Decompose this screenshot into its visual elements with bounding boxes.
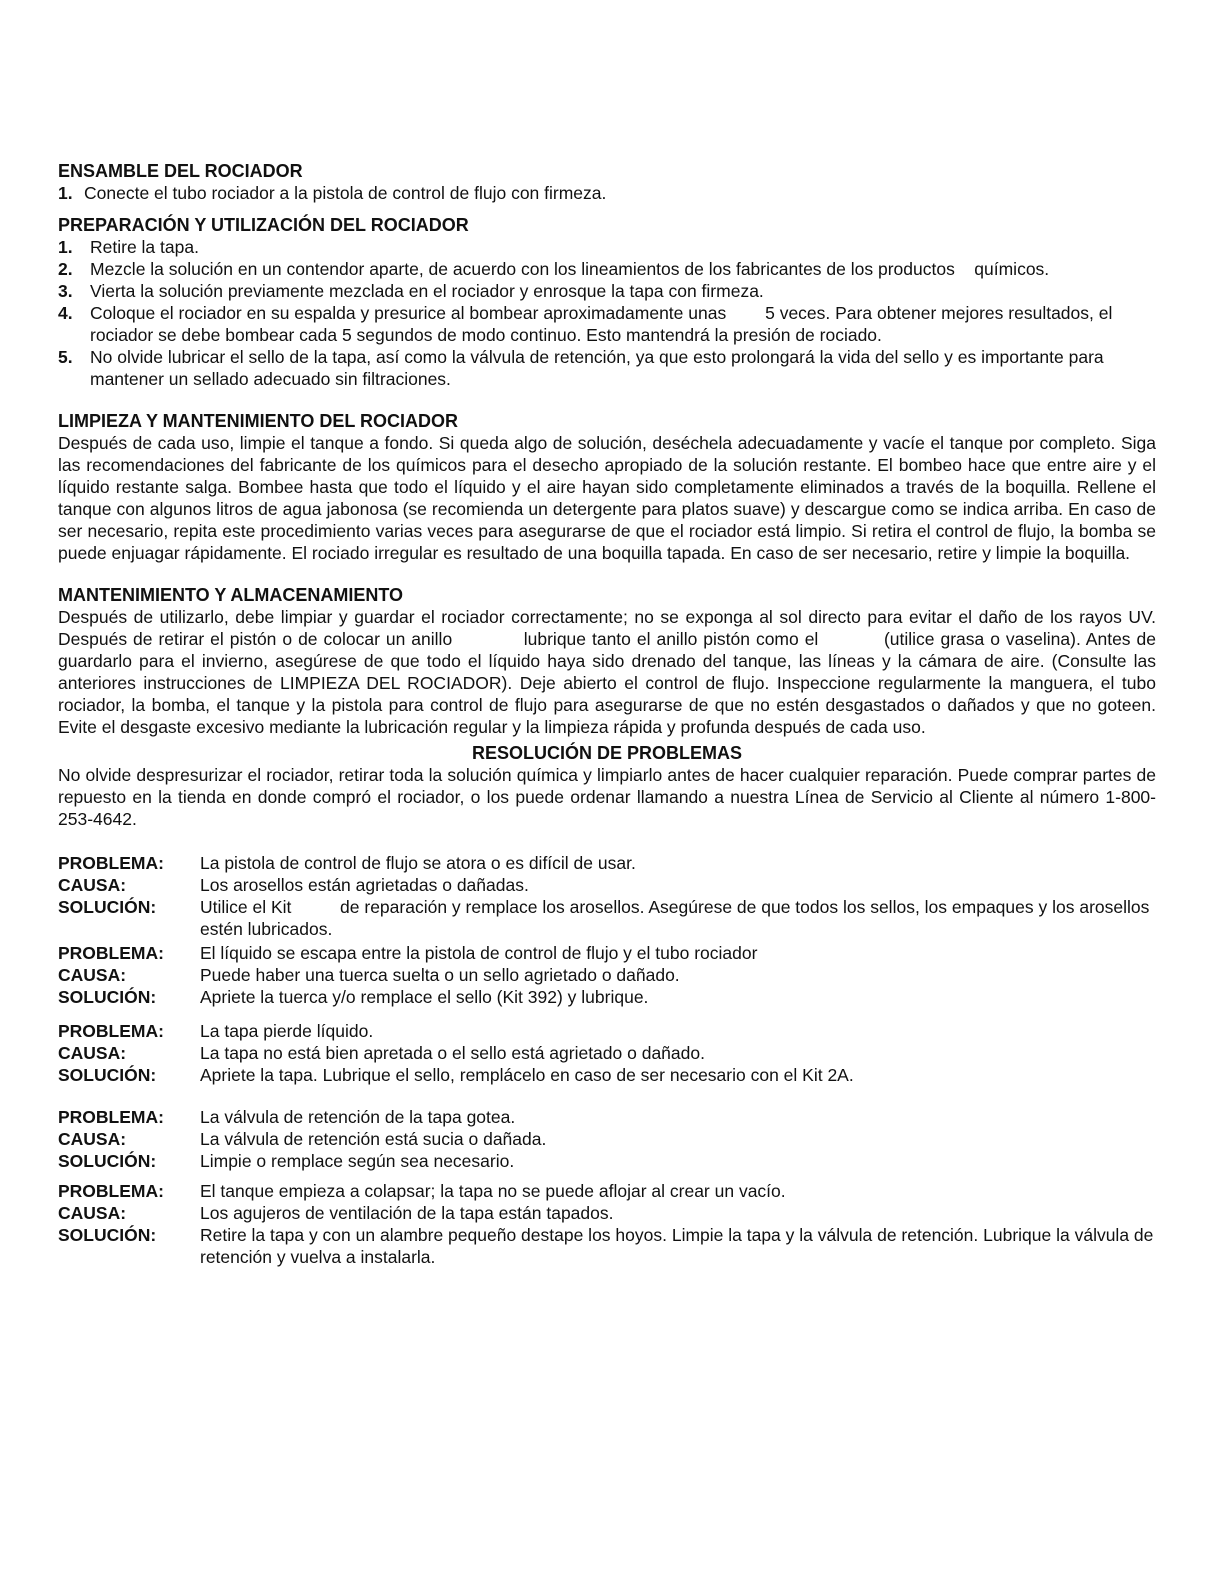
- list-item: [58, 346, 1156, 390]
- solution-row: [58, 986, 1156, 1008]
- problem-row: [58, 1106, 1156, 1128]
- section-preparacion: [58, 214, 1156, 390]
- solution-label: SOLUCIÓN:: [58, 897, 157, 917]
- section-title: RESOLUCIÓN DE PROBLEMAS: [471, 743, 743, 763]
- step-number: 2.: [58, 259, 73, 279]
- solution-label: SOLUCIÓN:: [58, 1065, 157, 1085]
- cause-text: La válvula de retención está sucia o dañada.: [200, 1129, 547, 1149]
- cause-label: CAUSA:: [58, 875, 127, 895]
- cause-label: CAUSA:: [58, 1203, 127, 1223]
- step-text: Vierta la solución previamente mezclada en el rociador y enrosque la tapa con firmeza.: [90, 281, 764, 301]
- cause-row: [58, 874, 1156, 896]
- solution-row: [58, 1224, 1156, 1268]
- step-number: 3.: [58, 281, 73, 301]
- solution-text: Limpie o remplace según sea necesario.: [200, 1151, 515, 1171]
- step-text: Retire la tapa.: [90, 237, 199, 257]
- list-item: [58, 182, 1156, 204]
- section-ensamble: [58, 160, 1156, 204]
- problem-text: El líquido se escapa entre la pistola de control de flujo y el tubo rociador: [200, 943, 758, 963]
- problem-row: [58, 852, 1156, 874]
- list-item: [58, 302, 1156, 346]
- step-text: Conecte el tubo rociador a la pistola de control de flujo con firmeza.: [84, 183, 607, 203]
- cause-row: [58, 1128, 1156, 1150]
- problem-group: [58, 852, 1156, 940]
- list-item: [58, 280, 1156, 302]
- preparacion-steps: [58, 236, 1156, 390]
- document-page: [58, 160, 1161, 1268]
- solution-label: SOLUCIÓN:: [58, 1225, 157, 1245]
- list-item: [58, 258, 1156, 280]
- step-text: Coloque el rociador en su espalda y presurice al bombear aproximadamente unas 5 veces. Para obtener mejores resultados, el rociador se debe bombear cada 5 segundos de modo continuo. Esto mantendrá la presión de rociado.: [90, 303, 1118, 345]
- solution-row: [58, 1150, 1156, 1172]
- problem-label: PROBLEMA:: [58, 943, 164, 963]
- problem-row: [58, 1180, 1156, 1202]
- problem-group: [58, 1020, 1156, 1086]
- problem-label: PROBLEMA:: [58, 1107, 164, 1127]
- step-number: 1.: [58, 237, 73, 257]
- problem-group: [58, 1180, 1156, 1268]
- cause-row: [58, 1202, 1156, 1224]
- section-title: ENSAMBLE DEL ROCIADOR: [58, 161, 303, 181]
- section-paragraph: Después de utilizarlo, debe limpiar y guardar el rociador correctamente; no se exponga al sol directo para evitar el daño de los rayos UV. Después de retirar el pistón o de colocar un anillo lubrique tanto el anillo pistón como el (utilice grasa o vaselina). Antes de guardarlo para el invierno, asegúrese de que todo el líquido haya sido drenado del tanque, las líneas y la cámara de aire. (Consulte las anteriores instrucciones de LIMPIEZA DEL ROCIADOR). Deje abierto el control de flujo. Inspeccione regularmente la manguera, el tubo rociador, la bomba, el tanque y la pistola para control de flujo para asegurarse de que no estén desgastados o dañados y que no goteen. Evite el desgaste excesivo mediante la lubricación regular y la limpieza rápida y profunda después de cada uso.: [58, 607, 1161, 737]
- section-paragraph: No olvide despresurizar el rociador, retirar toda la solución química y limpiarlo antes de hacer cualquier reparación. Puede comprar partes de repuesto en la tienda en donde compró el rociador, o los puede ordenar llamando a nuestra Línea de Servicio al Cliente al número 1-800-253-4642.: [58, 765, 1156, 829]
- step-number: 5.: [58, 347, 73, 367]
- solution-text: Utilice el Kit de reparación y remplace los arosellos. Asegúrese de que todos los sellos, los empaques y los arosellos estén lubricados.: [200, 897, 1155, 939]
- step-text: Mezcle la solución en un contendor aparte, de acuerdo con los lineamientos de los fabricantes de los productos químicos.: [90, 259, 1050, 279]
- cause-row: [58, 1042, 1156, 1064]
- step-number: 1.: [58, 183, 73, 203]
- problem-text: La válvula de retención de la tapa gotea.: [200, 1107, 516, 1127]
- section-title: MANTENIMIENTO Y ALMACENAMIENTO: [58, 585, 404, 605]
- cause-text: Los agujeros de ventilación de la tapa están tapados.: [200, 1203, 614, 1223]
- section-mantenimiento: [58, 584, 1161, 738]
- solution-row: [58, 896, 1156, 940]
- cause-text: Los arosellos están agrietadas o dañadas.: [200, 875, 529, 895]
- step-number: 4.: [58, 303, 73, 323]
- cause-label: CAUSA:: [58, 965, 127, 985]
- cause-row: [58, 964, 1156, 986]
- problem-group: [58, 942, 1156, 1008]
- problem-row: [58, 942, 1156, 964]
- section-resolucion: [58, 742, 1156, 830]
- ensamble-steps: [58, 182, 1156, 204]
- problem-label: PROBLEMA:: [58, 1181, 164, 1201]
- problem-label: PROBLEMA:: [58, 853, 164, 873]
- problem-label: PROBLEMA:: [58, 1021, 164, 1041]
- section-title: PREPARACIÓN Y UTILIZACIÓN DEL ROCIADOR: [58, 215, 469, 235]
- solution-text: Retire la tapa y con un alambre pequeño destape los hoyos. Limpie la tapa y la válvula de retención. Lubrique la válvula de retención y vuelva a instalarla.: [200, 1225, 1154, 1267]
- solution-label: SOLUCIÓN:: [58, 1151, 157, 1171]
- troubleshooting-table: [58, 852, 1156, 1268]
- section-limpieza: [58, 410, 1156, 564]
- problem-text: El tanque empieza a colapsar; la tapa no se puede aflojar al crear un vacío.: [200, 1181, 786, 1201]
- problem-text: La tapa pierde líquido.: [200, 1021, 374, 1041]
- problem-group: [58, 1106, 1156, 1172]
- problem-text: La pistola de control de flujo se atora o es difícil de usar.: [200, 853, 636, 873]
- list-item: [58, 236, 1156, 258]
- cause-label: CAUSA:: [58, 1043, 127, 1063]
- cause-label: CAUSA:: [58, 1129, 127, 1149]
- solution-text: Apriete la tuerca y/o remplace el sello (Kit 392) y lubrique.: [200, 987, 649, 1007]
- step-text: No olvide lubricar el sello de la tapa, así como la válvula de retención, ya que esto prolongará la vida del sello y es importante para mantener un sellado adecuado sin filtraciones.: [90, 347, 1104, 389]
- cause-text: La tapa no está bien apretada o el sello está agrietado o dañado.: [200, 1043, 705, 1063]
- problem-row: [58, 1020, 1156, 1042]
- section-title: LIMPIEZA Y MANTENIMIENTO DEL ROCIADOR: [58, 411, 459, 431]
- section-paragraph: Después de cada uso, limpie el tanque a fondo. Si queda algo de solución, deséchela adecuadamente y vacíe el tanque por completo. Siga las recomendaciones del fabricante de los químicos para el desecho apropiado de la solución restante. El bombeo hace que entre aire y el líquido restante salga. Bombee hasta que todo el líquido y el aire hayan sido completamente eliminados a través de la boquilla. Rellene el tanque con algunos litros de agua jabonosa (se recomienda un detergente para platos suave) y descargue como se indica arriba. En caso de ser necesario, repita este procedimiento varias veces para asegurarse de que el rociador está limpio. Si retira el control de flujo, la bomba se puede enjuagar rápidamente. El rociado irregular es resultado de una boquilla tapada. En caso de ser necesario, retire y limpie la boquilla.: [58, 433, 1156, 563]
- cause-text: Puede haber una tuerca suelta o un sello agrietado o dañado.: [200, 965, 680, 985]
- solution-row: [58, 1064, 1156, 1086]
- solution-label: SOLUCIÓN:: [58, 987, 157, 1007]
- solution-text: Apriete la tapa. Lubrique el sello, remplácelo en caso de ser necesario con el Kit 2A.: [200, 1065, 854, 1085]
